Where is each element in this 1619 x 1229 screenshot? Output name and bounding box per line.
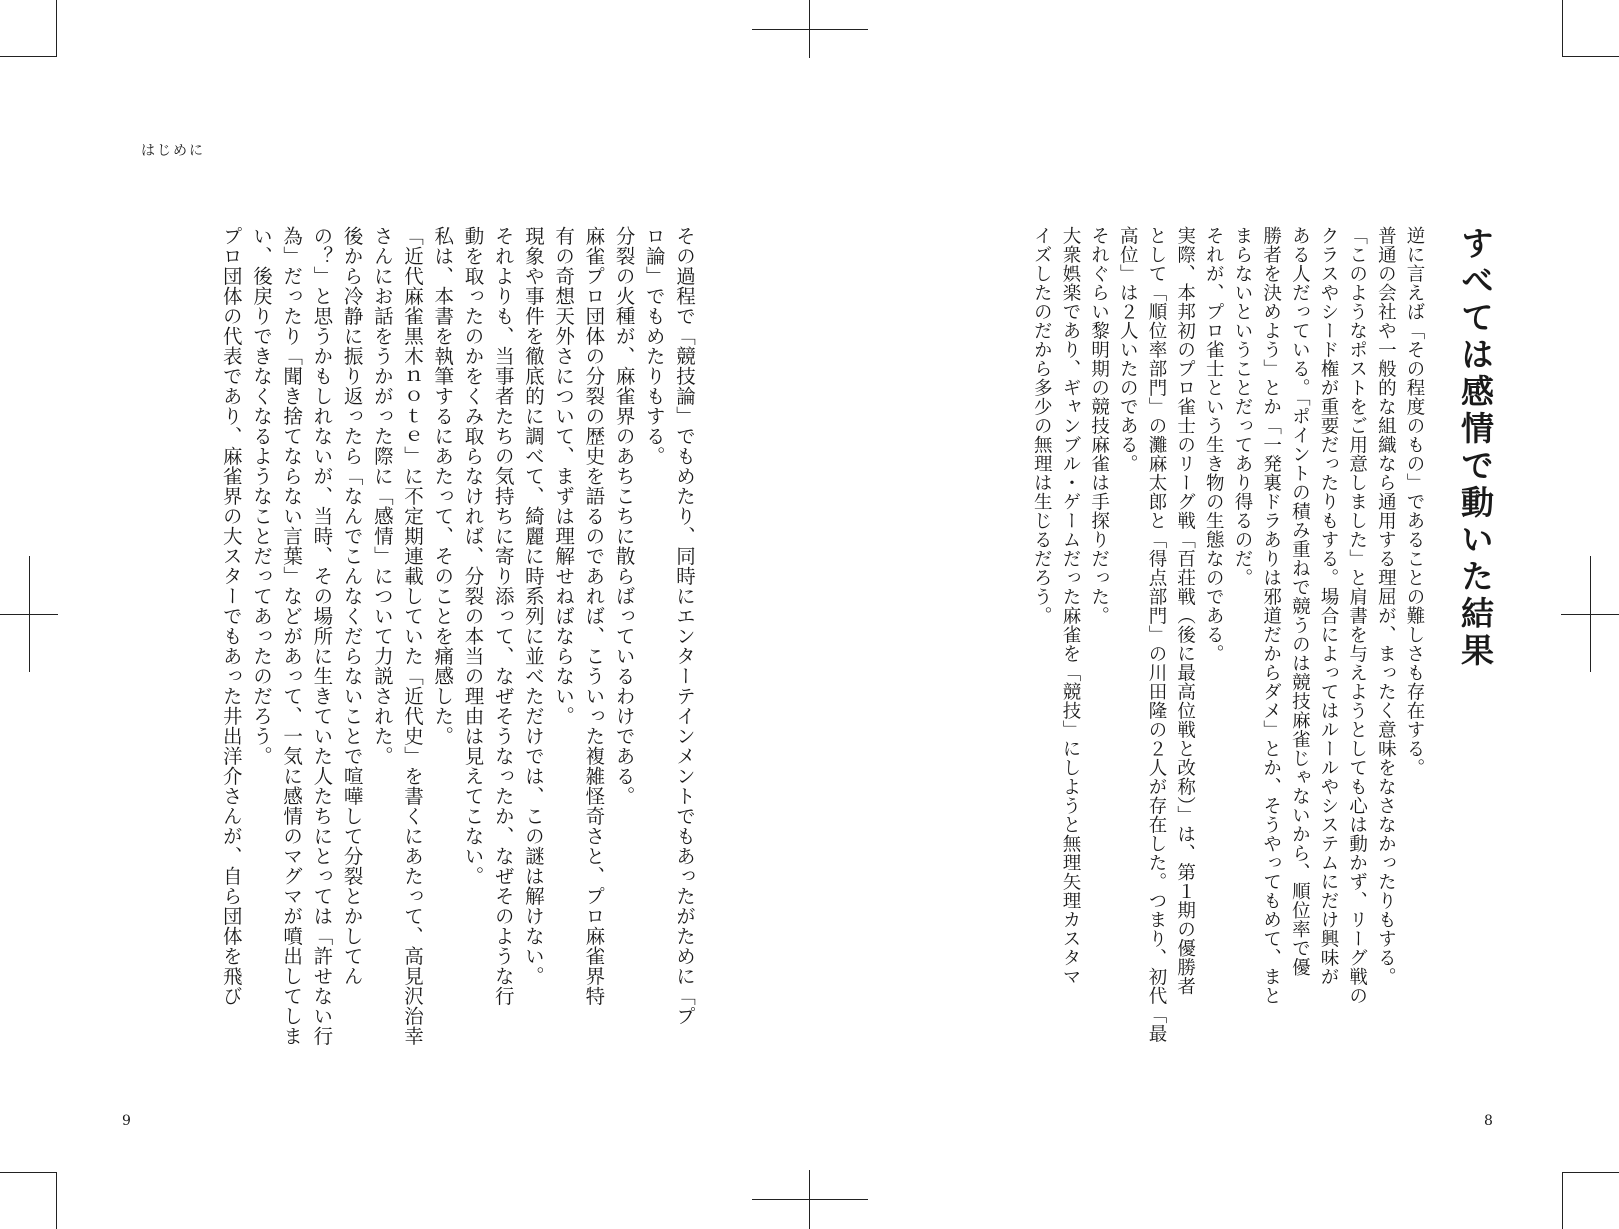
left-page-body	[133, 226, 699, 1061]
text-line: イズしたのだから多少の無理は生じるだろう。	[1031, 226, 1053, 625]
text-line: い、後戻りできなくなるようなことだってあったのだろう。	[249, 226, 273, 766]
text-line: それぐらい黎明期の競技麻雀は手探りだった。	[1088, 226, 1110, 625]
text-line: 勝者を決めよう」とか「一発裏ドラありは邪道だからダメ」とか、そうやってもめて、まと	[1260, 226, 1282, 1005]
text-line: 普通の会社や一般的な組織なら通用する理屈が、まったく意味をなさなかったりもする。	[1375, 226, 1397, 986]
text-line: 「このようなポストをご用意しました」と肩書を与えようとしても心は動かず、リーグ戦の	[1346, 226, 1368, 1005]
page-number-right: 8	[1484, 1113, 1493, 1129]
text-line: 有の奇想天外さについて、まずは理解せねばならない。	[552, 226, 576, 726]
text-line: プロ団体の代表であり、麻雀界の大スターでもあった井出洋介さんが、自ら団体を飛び	[219, 226, 243, 1006]
text-line: まらないということだってあり得るのだ。	[1231, 226, 1253, 587]
text-line: 実際、本邦初のプロ雀士のリーグ戦「百荘戦（後に最高位戦と改称）」は、第１期の優勝者	[1174, 226, 1196, 996]
text-line: 現象や事件を徹底的に調べて、綺麗に時系列に並べただけでは、この謎は解けない。	[521, 226, 545, 986]
text-line: その過程で「競技論」でもめたり、同時にエンターテインメントでもあったがために「プ	[673, 226, 696, 1026]
text-line: 後から冷静に振り返ったら「なんでこんなくだらないことで喧嘩して分裂とかしてん	[340, 226, 364, 986]
text-line: 高位」は２人いたのである。	[1117, 226, 1139, 473]
text-line: 大衆娯楽であり、ギャンブル・ゲームだった麻雀を「競技」にしようと無理矢理カスタマ	[1059, 226, 1081, 986]
text-line: それが、プロ雀士という生き物の生態なのである。	[1203, 226, 1225, 663]
text-line: として「順位率部門」の灘麻太郎と「得点部門」の川田隆の２人が存在した。つまり、初代「最	[1145, 226, 1167, 1043]
text-line: 分裂の火種が、麻雀界のあちこちに散らばっているわけである。	[612, 226, 636, 806]
text-line: さんにお話をうかがった際に「感情」について力説された。	[370, 226, 394, 766]
text-line: 逆に言えば「その程度のもの」であることの難しさも存在する。	[1404, 226, 1425, 777]
section-heading: すべては感情で動いた結果	[1456, 226, 1495, 670]
text-line: ある人だっている。「ポイントの積み重ねで競うのは競技麻雀じゃないから、順位率で優	[1289, 226, 1311, 977]
text-line: 「近代麻雀黒木ｎｏｔｅ」に不定期連載していた「近代史」を書くにあたって、高見沢治幸	[401, 226, 425, 1046]
text-line: ロ論」でもめたりもする。	[642, 226, 666, 466]
text-line: それよりも、当事者たちの気持ちに寄り添って、なぜそうなったか、なぜそのような行	[491, 226, 515, 1006]
text-line: の？」と思うかもしれないが、当時、その場所に生きていた人たちにとっては「許せない行	[310, 226, 334, 1046]
right-page-body	[934, 226, 1428, 1061]
page-number-left: 9	[122, 1113, 131, 1129]
text-line: クラスやシード権が重要だったりもする。場合によってはルールやシステムにだけ興味が	[1317, 226, 1339, 986]
text-line: 動を取ったのかをくみ取らなければ、分裂の本当の理由は見えてこない。	[461, 226, 485, 886]
text-line: 麻雀プロ団体の分裂の歴史を語るのであれば、こういった複雑怪奇さと、プロ麻雀界特	[582, 226, 606, 1006]
text-line: 為」だったり「聞き捨てならない言葉」などがあって、一気に感情のマグマが噴出してしま	[280, 226, 304, 1046]
running-head: はじめに	[141, 143, 205, 159]
text-line: 私は、本書を執筆するにあたって、そのことを痛感した。	[431, 226, 455, 746]
